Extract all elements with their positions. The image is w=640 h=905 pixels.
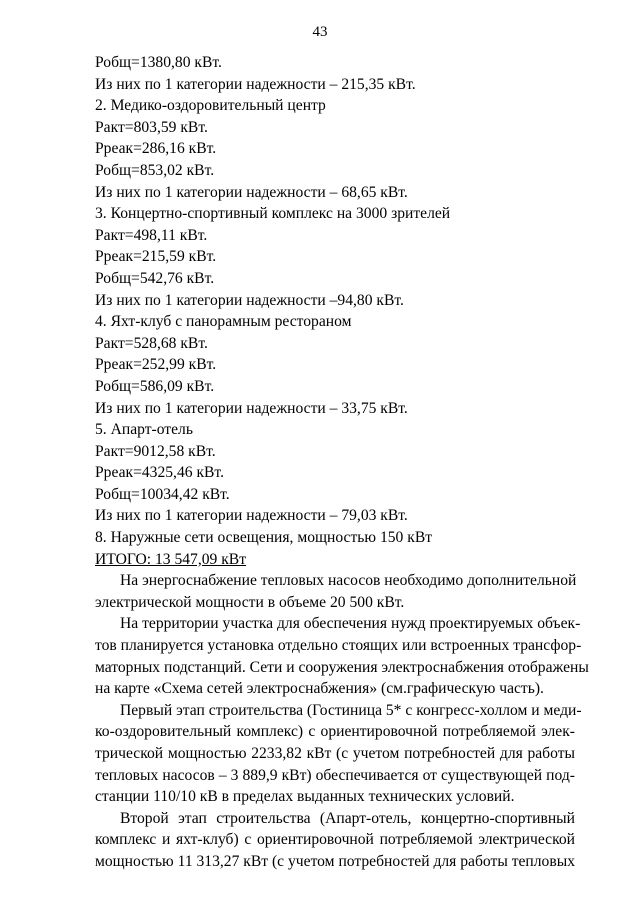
list-item: Рреак=4325,46 кВт.: [95, 464, 224, 482]
list-item: 3. Концертно-спортивный комплекс на 3000 зрителей: [95, 205, 451, 223]
list-item: Из них по 1 категории надежности – 79,03 кВт.: [95, 507, 408, 525]
paragraph: [95, 700, 582, 808]
paragraph-line: Первый этап строительства (Гостиница 5* с конгресс-холлом и меди-: [120, 701, 582, 719]
list-item: Робщ=1380,80 кВт.: [95, 54, 222, 71]
list-item: Из них по 1 категории надежности – 215,35 кВт.: [95, 75, 416, 93]
list-item: Ракт=9012,58 кВт.: [95, 442, 216, 460]
list-item: 4. Яхт-клуб с панорамным рестораном: [95, 313, 352, 331]
list-item: Ракт=498,11 кВт.: [95, 226, 208, 244]
list-item: 8. Наружные сети освещения, мощностью 150 кВт: [95, 529, 433, 547]
list-item: Из них по 1 категории надежности –94,80 кВт.: [95, 291, 404, 309]
list-item: Рреак=215,59 кВт.: [95, 248, 217, 266]
paragraph-line: тов планируется установка отдельно стоящих или встроенных трансфор-: [95, 637, 582, 655]
list-item: 2. Медико-оздоровительный центр: [95, 97, 326, 115]
paragraph-line: станции 110/10 кВ в пределах выданных технических условий.: [95, 788, 515, 806]
paragraph-line: электрической мощности в объеме 20 500 кВт.: [95, 593, 405, 611]
list-item: Робщ=586,09 кВт.: [95, 377, 215, 395]
list-item: Из них по 1 категории надежности – 68,65 кВт.: [95, 183, 408, 201]
list-item: Робщ=542,76 кВт.: [95, 269, 215, 287]
list-item: Ракт=528,68 кВт.: [95, 334, 208, 352]
paragraph-line: Второй этап строительства (Апарт-отель, концертно-спортивный: [120, 809, 575, 827]
paragraph-line: маторных подстанций. Сети и сооружения электроснабжения отображены: [95, 658, 589, 676]
paragraph-line: ко-оздоровительный комплекс) с ориентировочной потребляемой элек-: [95, 723, 575, 741]
page-body: [95, 52, 589, 873]
paragraph: [95, 613, 589, 699]
list-item: Рреак=252,99 кВт.: [95, 356, 217, 374]
list-item: Робщ=853,02 кВт.: [95, 161, 215, 179]
list-item: Из них по 1 категории надежности – 33,75 кВт.: [95, 399, 408, 417]
paragraph-line: тепловых насосов – 3 889,9 кВт) обеспечивается от существующей под-: [95, 766, 575, 784]
list-item: 5. Апарт-отель: [95, 421, 193, 439]
paragraph: [95, 570, 575, 613]
list-item: Ракт=803,59 кВт.: [95, 118, 208, 136]
total-line: ИТОГО: 13 547,09 кВт: [95, 550, 247, 568]
paragraph: [95, 808, 575, 873]
paragraph-line: На территории участка для обеспечения нужд проектируемых объек-: [120, 615, 581, 633]
page-number: 43: [312, 24, 328, 40]
paragraph-line: мощностью 11 313,27 кВт (с учетом потребностей для работы тепловых: [95, 852, 575, 870]
paragraph-line: комплекс и яхт-клуб) с ориентировочной потребляемой электрической: [95, 831, 575, 849]
paragraph-line: На энергоснабжение тепловых насосов необходимо дополнительной: [120, 572, 577, 590]
load-summary-list: [95, 52, 575, 570]
paragraph-line: на карте «Схема сетей электроснабжения» (см.графическую часть).: [95, 680, 544, 698]
list-item: Робщ=10034,42 кВт.: [95, 485, 230, 503]
paragraph-line: трической мощностью 2233,82 кВт (с учетом потребностей для работы: [95, 745, 575, 762]
list-item: Рреак=286,16 кВт.: [95, 140, 217, 158]
